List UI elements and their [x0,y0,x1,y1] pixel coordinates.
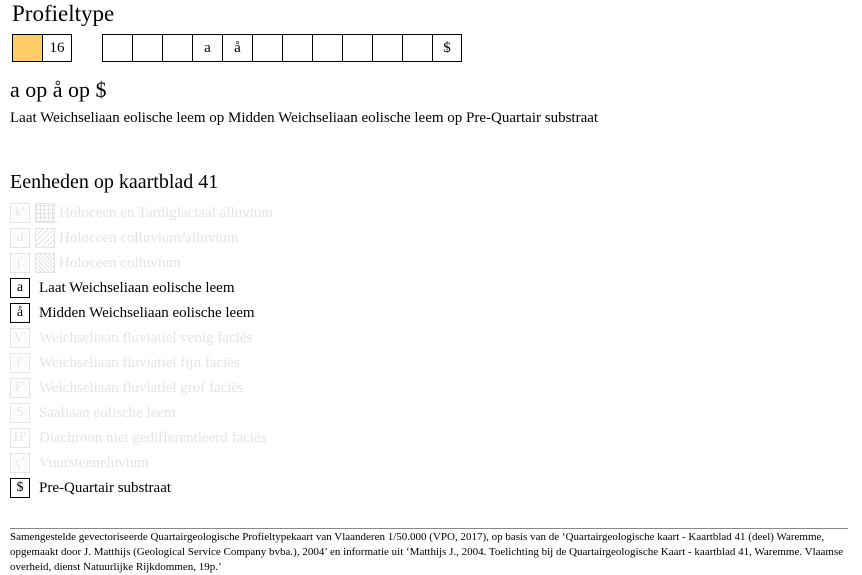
source-note: Samengestelde gevectoriseerde Quartairgeologische Profieltypekaart van Vlaanderen 1/50.000 (VPO, 2017), op basis van de ‘Quartairgeologische kaart - Kaartblad 41 (deel) Waremme, opgemaakt door J. Matthijs (Geological Service Company bvba.), 2004’ en informatie uit ‘Matthijs J., 2004. Toelichting bij de Quartairgeologische Kaart - kaartblad 41, Waremme. Vlaamse overheid, dienst Natuurlijke Rijkdommen, 19p.’ [10,531,844,573]
profile-number: 16 [42,34,72,62]
units-heading: Eenheden op kaartblad 41 [10,171,219,193]
legend-symbol: H' [10,428,30,448]
legend-item [10,252,181,274]
profile-cell [162,34,192,62]
legend-item [10,227,239,249]
profile-cell [342,34,372,62]
profile-cell: $ [432,34,462,62]
legend-item [10,377,244,399]
legend-symbol: k' [10,203,30,223]
legend-pattern-swatch [35,203,55,223]
legend-symbol: d [10,228,30,248]
legend-item [10,352,240,374]
legend-item [10,427,267,449]
profile-cell [252,34,282,62]
legend-symbol: S [10,403,30,423]
profile-cell: å [222,34,252,62]
legend-item [10,302,255,324]
legend-label: Holoceen en Tardiglaciaal alluvium [59,204,274,221]
legend-label: Midden Weichseliaan eolische leem [39,304,255,321]
legend-label: Diachroon niet gedifferentieerd faciës [39,429,267,446]
profile-color-swatch [12,34,42,62]
profile-cell [132,34,162,62]
profile-code: a op å op $ [10,77,107,102]
legend-label: Weichseliaan fluviatiel fijn faciës [39,354,240,371]
profile-cell [282,34,312,62]
legend-item [10,327,252,349]
profile-cell [102,34,132,62]
legend-symbol: a [10,278,30,298]
legend-label: Holoceen colluvium [59,254,182,271]
legend-item [10,402,176,424]
legend-symbol: ç' [10,453,30,473]
legend-symbol: $ [10,478,30,498]
profile-description: Laat Weichseliaan eolische leem op Midden Weichseliaan eolische leem op Pre-Quartair substraat [10,110,599,126]
legend-label: Weichseliaan fluviatiel grof faciës [39,379,244,396]
legend-label: Pre-Quartair substraat [39,479,172,496]
legend-symbol: å [10,303,30,323]
footer-divider [10,528,848,529]
legend-item [10,452,149,474]
profile-cell [372,34,402,62]
legend-symbol: F' [10,378,30,398]
legend-label: Holoceen colluvium/alluvium [59,229,239,246]
page-title: Profieltype [12,1,115,26]
legend-symbol: V' [10,328,30,348]
profile-cell [402,34,432,62]
legend-pattern-swatch [35,228,55,248]
legend-label: Weichseliaan fluviatiel venig faciës [39,329,253,346]
profile-cell [312,34,342,62]
legend-item [10,277,235,299]
legend-item [10,202,273,224]
legend-label: Saaliaan eolische leem [39,404,176,421]
legend-symbol: j' [10,253,30,273]
profile-cell: a [192,34,222,62]
legend-pattern-swatch [35,253,55,273]
legend-symbol: f' [10,353,30,373]
legend-item [10,477,171,499]
legend-label: Laat Weichseliaan eolische leem [39,279,235,296]
legend-label: Vuursteeneluvium [39,454,149,471]
